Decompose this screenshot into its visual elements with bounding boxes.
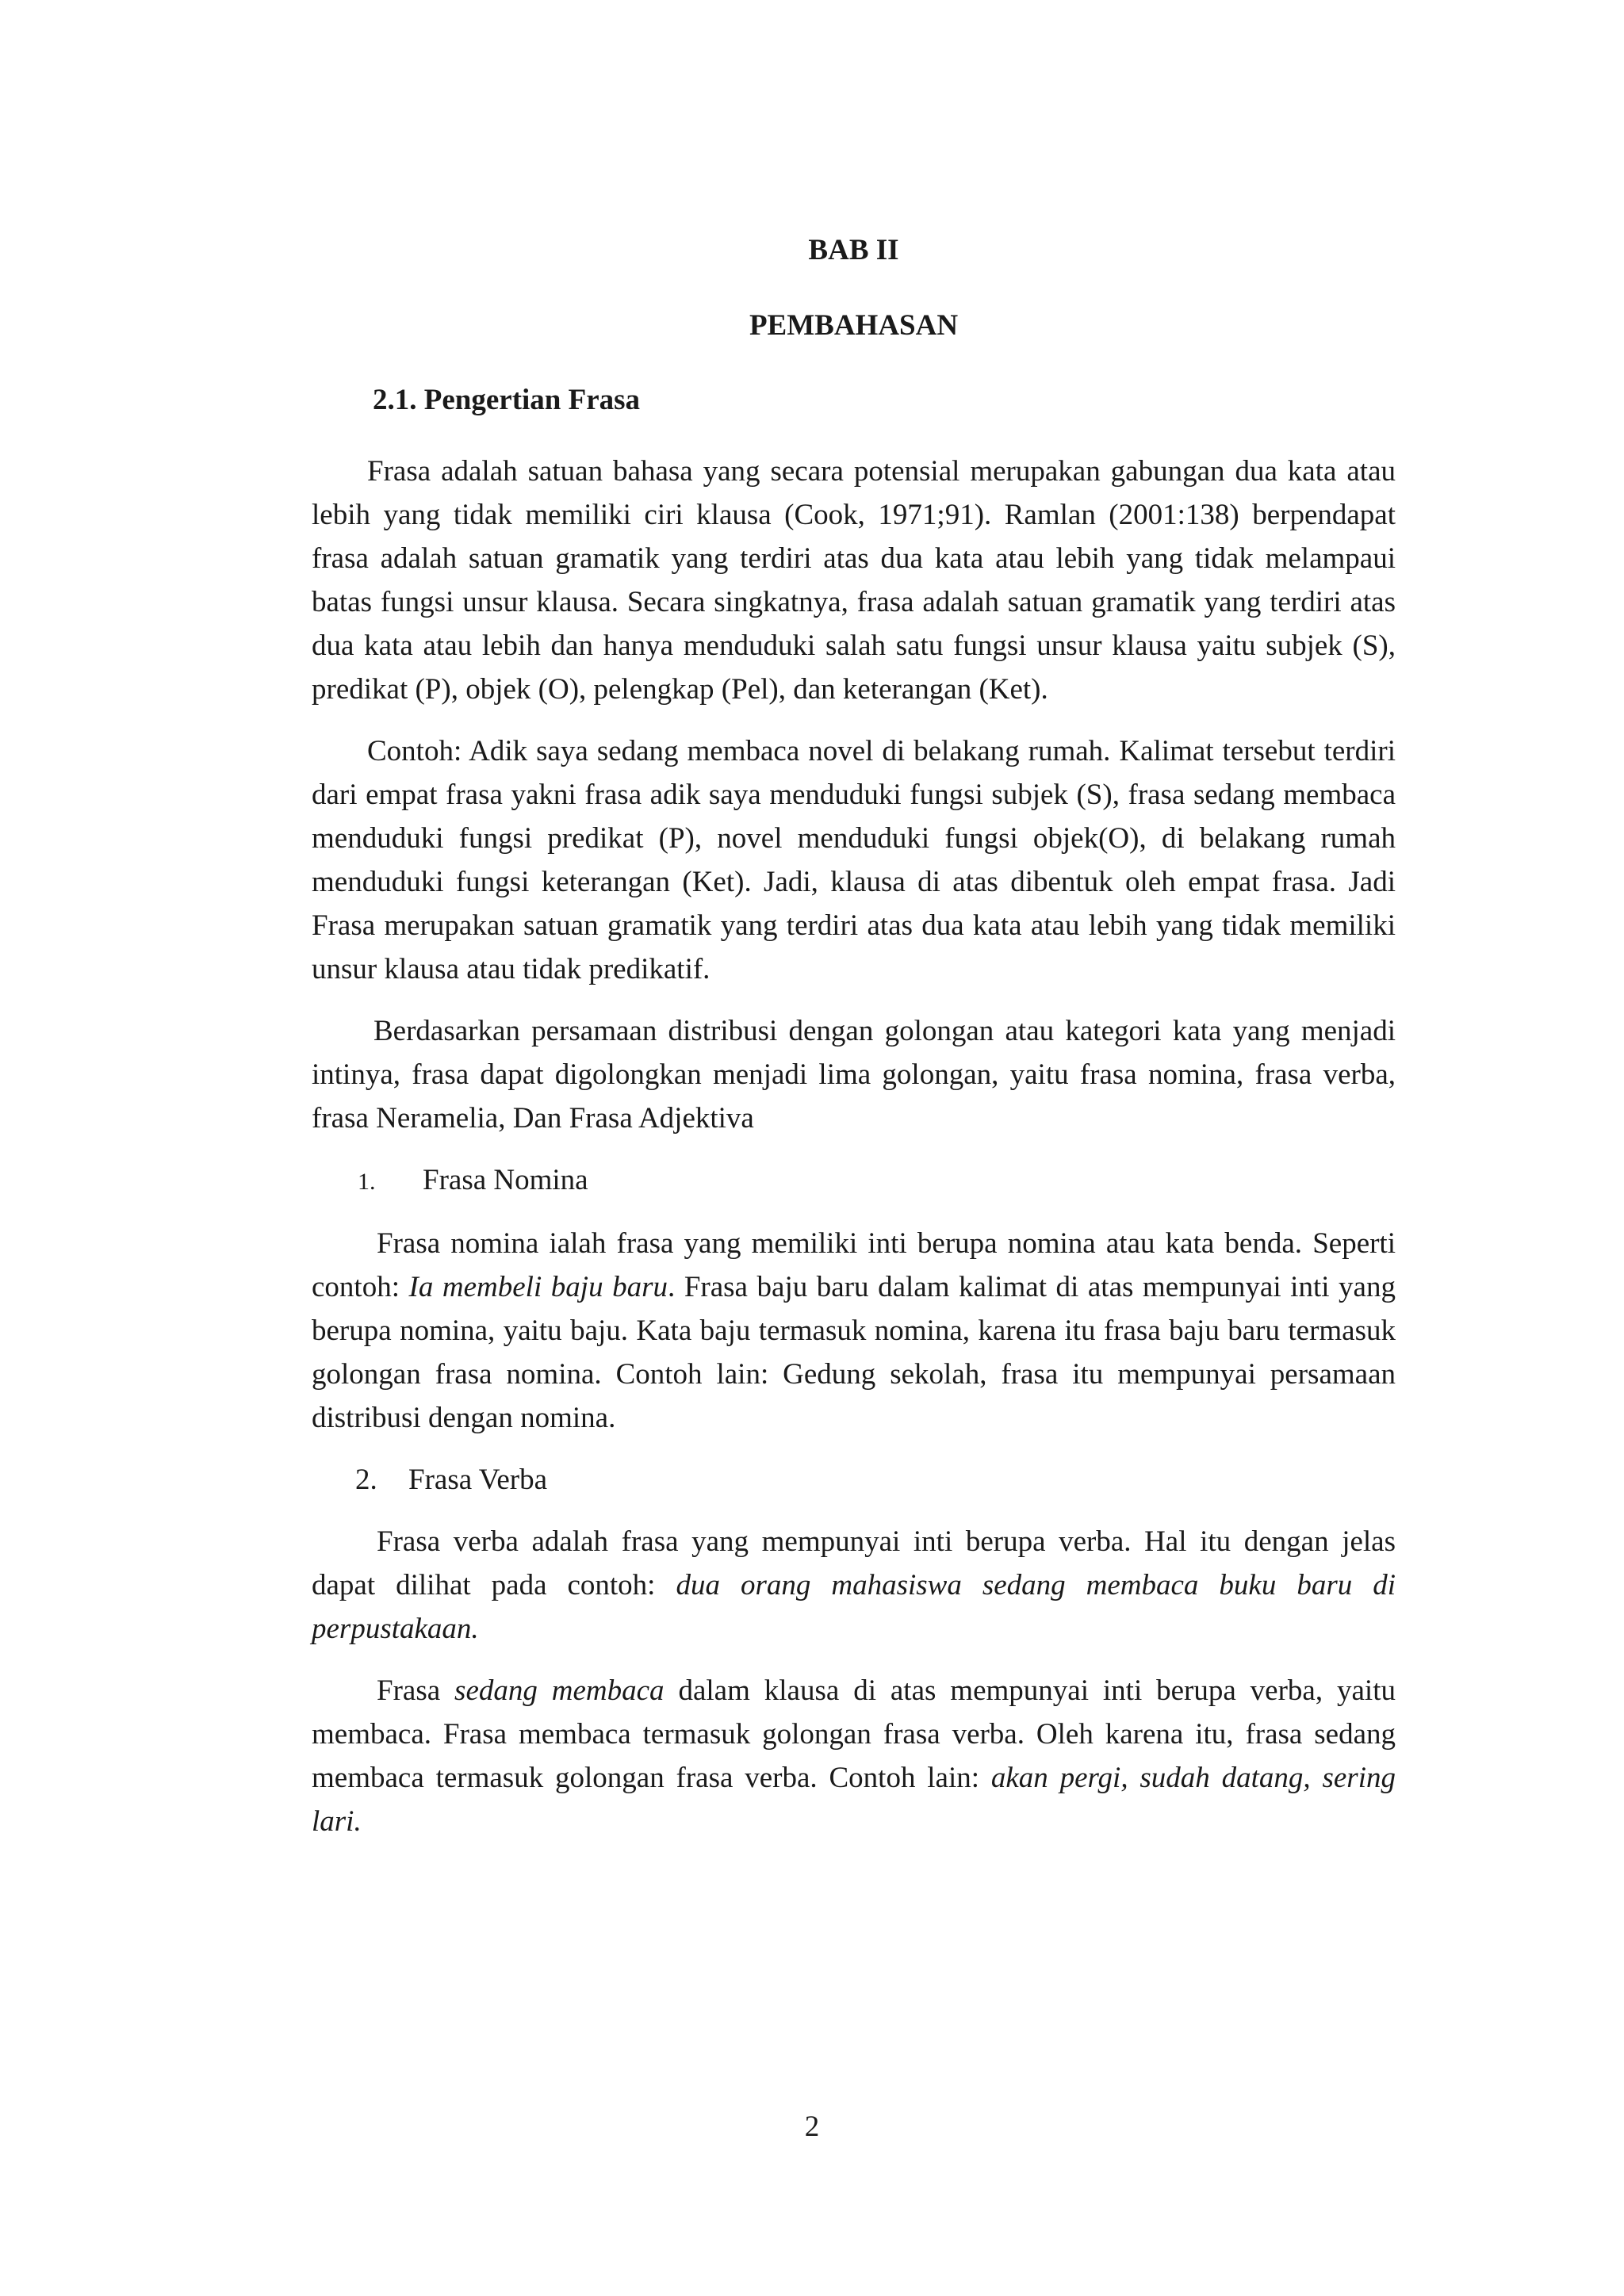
italic-example: sedang membaca [454, 1674, 665, 1707]
text-run: Frasa nomina ialah frasa yang memiliki inti berupa nomina atau kata benda. Seperti contoh: [312, 1227, 1396, 1303]
chapter-label: BAB II [808, 234, 899, 266]
list-number: 1. [358, 1169, 376, 1195]
verba-paragraph-2 [312, 1669, 1396, 1843]
nomina-paragraph [312, 1222, 1396, 1440]
body-text [312, 450, 1396, 1862]
list-number: 2. [355, 1464, 377, 1496]
subsection-title: Frasa Verba [408, 1464, 548, 1496]
text-run: Frasa [377, 1674, 455, 1707]
italic-example: akan pergi, sudah datang, sering lari. [312, 1762, 1396, 1838]
text-run: . Frasa baju baru dalam kalimat di atas mempunyai inti yang berupa nomina, yaitu baju. Kata baju termasuk nomina, karena itu frasa baju baru termasuk golongan frasa nomina. Contoh lain: Gedung sekolah, frasa itu mempunyai persamaan distribusi dengan nomina. [312, 1271, 1396, 1434]
section-heading: 2.1. Pengertian Frasa [373, 384, 641, 416]
text-run: Frasa verba adalah frasa yang mempunyai inti berupa verba. Hal itu dengan jelas dapat dilihat pada contoh: [312, 1525, 1396, 1601]
distribution-paragraph: Berdasarkan persamaan distribusi dengan golongan atau kategori kata yang menjadi intinya, frasa dapat digolongkan menjadi lima golongan, yaitu frasa nomina, frasa verba, frasa Neramelia, Dan Frasa Adjektiva [312, 1015, 1396, 1135]
chapter-title: PEMBAHASAN [749, 309, 959, 342]
subsection-nomina-heading [312, 1158, 1396, 1203]
example-paragraph: Contoh: Adik saya sedang membaca novel di belakang rumah. Kalimat tersebut terdiri dari empat frasa yakni frasa adik saya menduduki fungsi subjek (S), frasa sedang membaca menduduki fungsi predikat (P), novel menduduki fungsi objek(O), di belakang rumah menduduki fungsi keterangan (Ket). Jadi, klausa di atas dibentuk oleh empat frasa. Jadi Frasa merupakan satuan gramatik yang terdiri atas dua kata atau lebih yang tidak memiliki unsur klausa atau tidak predikatif. [312, 735, 1396, 985]
verba-paragraph-1 [312, 1520, 1396, 1651]
page-number: 2 [804, 2110, 820, 2143]
definition-paragraph: Frasa adalah satuan bahasa yang secara potensial merupakan gabungan dua kata atau lebih yang tidak memiliki ciri klausa (Cook, 1971;91). Ramlan (2001:138) berpendapat frasa adalah satuan gramatik yang terdiri atas dua kata atau lebih yang tidak melampaui batas fungsi unsur klausa. Secara singkatnya, frasa adalah satuan gramatik yang terdiri atas dua kata atau lebih dan hanya menduduki salah satu fungsi unsur klausa yaitu subjek (S), predikat (P), objek (O), pelengkap (Pel), dan keterangan (Ket). [312, 455, 1396, 706]
subsection-title: Frasa Nomina [423, 1164, 588, 1196]
subsection-verba-heading [312, 1458, 1396, 1502]
italic-example: dua orang mahasiswa sedang membaca buku baru di perpustakaan. [312, 1569, 1396, 1645]
text-run: dalam klausa di atas mempunyai inti berupa verba, yaitu membaca. Frasa membaca termasuk golongan frasa verba. Oleh karena itu, frasa sedang membaca termasuk golongan frasa verba. Contoh lain: [312, 1674, 1396, 1794]
italic-example: Ia membeli baju baru [408, 1271, 668, 1303]
